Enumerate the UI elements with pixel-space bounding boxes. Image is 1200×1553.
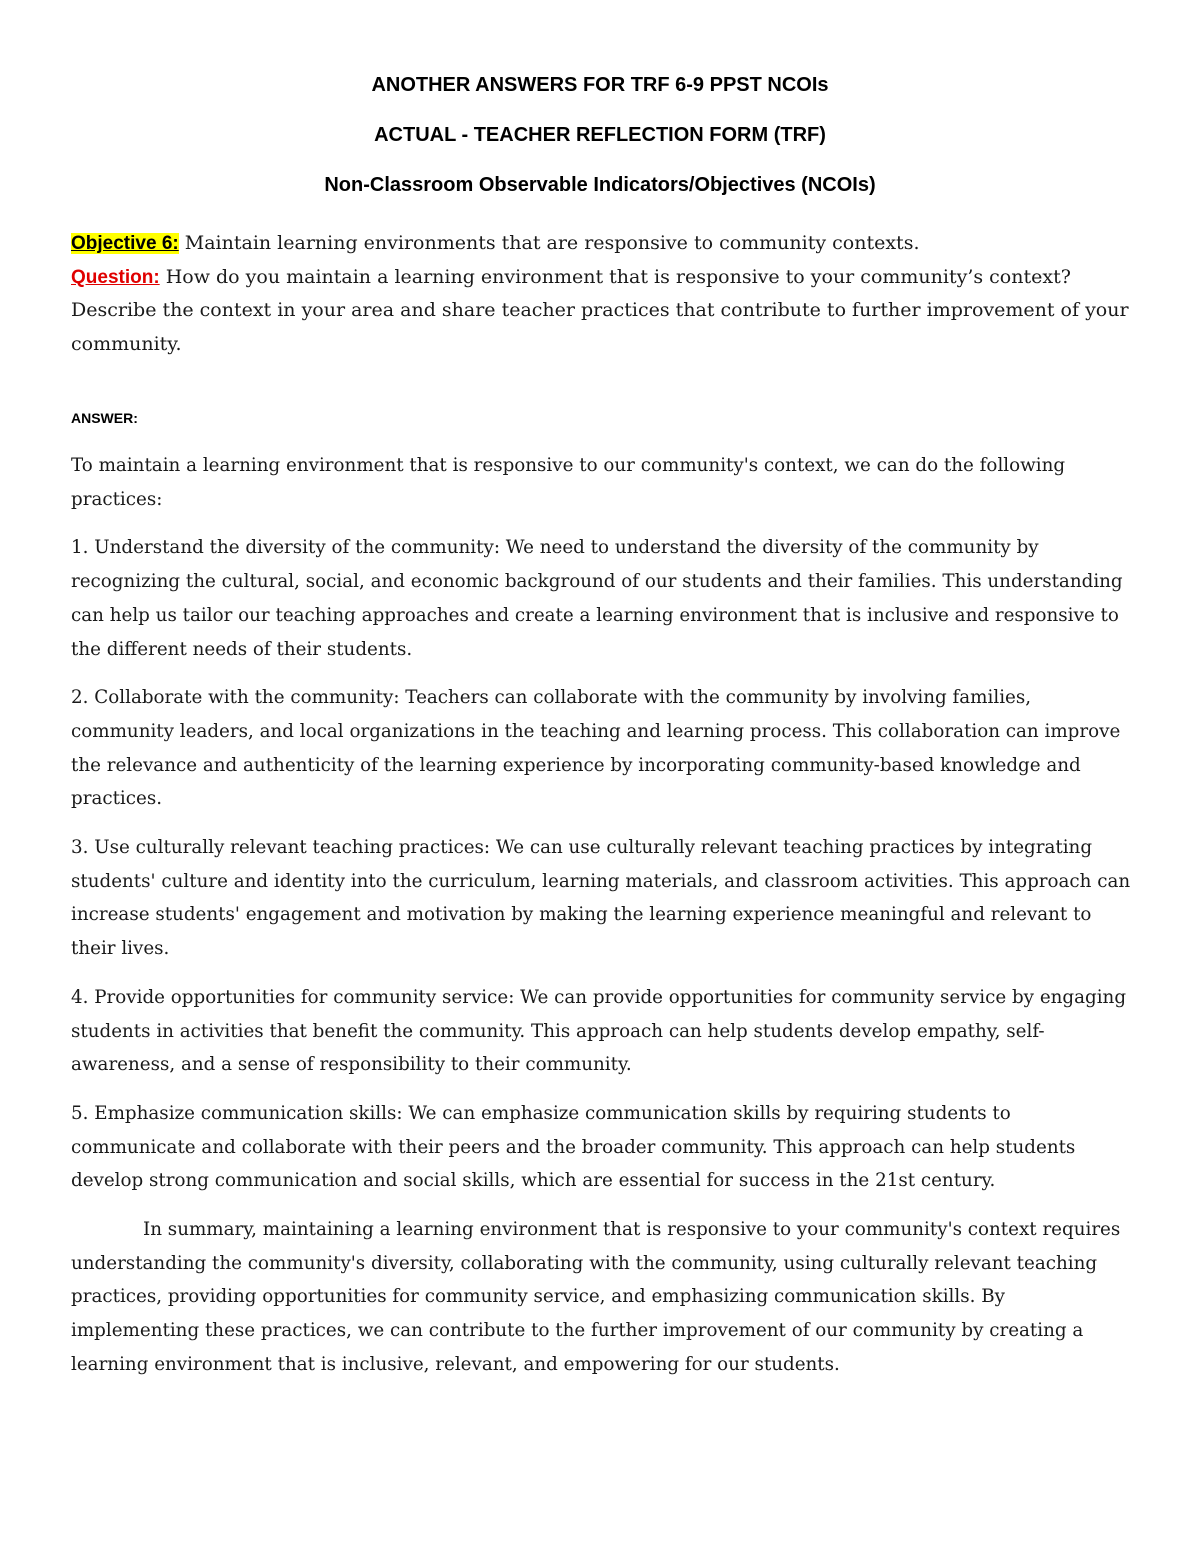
answer-item: 5. Emphasize communication skills: We can emphasize communication skills by requiring students to communicate and collaborate with their peers and the broader community. This approach can help students develop strong communication and social skills, which are essential for success in the 21st century. <box>71 1102 1076 1192</box>
objective-text: Maintain learning environments that are responsive to community contexts. <box>178 232 920 254</box>
question-label: Question: <box>71 266 160 288</box>
answer-heading: ANSWER: <box>71 410 138 426</box>
answer-item: 4. Provide opportunities for community service: We can provide opportunities for community service by engaging students in activities that benefit the community. This approach can help students develop empathy, self-awareness, and a sense of responsibility to their community. <box>71 986 1127 1076</box>
title-block <box>0 72 1200 222</box>
answer-intro: To maintain a learning environment that is responsive to our community's context, we can do the following practices: <box>71 455 1066 510</box>
question-paragraph <box>71 261 1131 362</box>
form-title: ACTUAL - TEACHER REFLECTION FORM (TRF) <box>374 124 826 146</box>
answer-summary: In summary, maintaining a learning environment that is responsive to your community's context requires understanding the community's diversity, collaborating with the community, using culturally relevant teaching practices, providing opportunities for community service, and emphasizing communication skills. By implementing these practices, we can contribute to the further improvement of our community by creating a learning environment that is inclusive, relevant, and empowering for our students. <box>71 1219 1121 1375</box>
question-text: How do you maintain a learning environment that is responsive to your community’s context? Describe the context in your area and share teacher practices that contribute to further improvement of your community. <box>71 265 1129 356</box>
answer-item: 1. Understand the diversity of the community: We need to understand the diversity of the community by recognizing the cultural, social, and economic background of our students and their families. This understanding can help us tailor our teaching approaches and create a learning environment that is inclusive and responsive to the different needs of their students. <box>71 537 1123 660</box>
subtitle: Non-Classroom Observable Indicators/Objectives (NCOIs) <box>324 174 876 196</box>
main-title: ANOTHER ANSWERS FOR TRF 6-9 PPST NCOIs <box>371 74 829 96</box>
objective-line <box>71 227 1131 261</box>
answer-item: 2. Collaborate with the community: Teachers can collaborate with the community by involving families, community leaders, and local organizations in the teaching and learning process. This collaboration can improve the relevance and authenticity of the learning experience by incorporating community-based knowledge and practices. <box>71 687 1121 810</box>
objective-label: Objective 6: <box>71 233 179 254</box>
prompt-block <box>71 227 1131 362</box>
answer-item: 3. Use culturally relevant teaching practices: We can use culturally relevant teaching practices by integrating students' culture and identity into the curriculum, learning materials, and classroom activities. This approach can increase students' engagement and motivation by making the learning experience meaningful and relevant to their lives. <box>71 837 1131 960</box>
answer-body <box>71 449 1136 1397</box>
